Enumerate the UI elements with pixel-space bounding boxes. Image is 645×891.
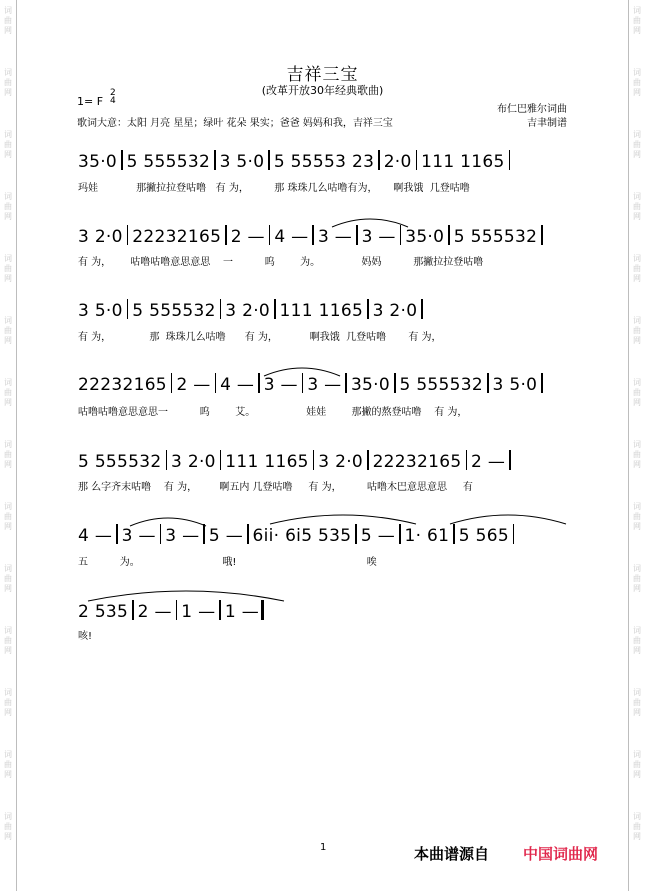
watermark-text: 词 曲 网 bbox=[4, 316, 12, 345]
barline bbox=[225, 225, 227, 245]
barline bbox=[258, 373, 260, 393]
lyrics-meaning: 歌词大意：太阳 月亮 星星；绿叶 花朵 果实；爸爸 妈妈和我，吉祥三宝 bbox=[77, 118, 393, 129]
barline bbox=[220, 299, 222, 319]
watermark-text: 词 曲 网 bbox=[633, 378, 641, 407]
watermark-text: 词 曲 网 bbox=[4, 688, 12, 717]
watermark-text: 词 曲 网 bbox=[633, 502, 641, 531]
notation-row bbox=[78, 450, 568, 476]
measure: 35·0 bbox=[350, 375, 390, 395]
watermark-text: 词 曲 网 bbox=[4, 750, 12, 779]
watermark-text: 词 曲 网 bbox=[4, 130, 12, 159]
watermark-text: 词 曲 网 bbox=[633, 688, 641, 717]
lyrics-row: 咳! bbox=[78, 631, 93, 642]
barline bbox=[399, 524, 401, 544]
measure: 2 — bbox=[230, 227, 265, 247]
lyrics-row: 有 为， 咕噜咕噜意思意思 一 呜 为。 妈妈 那撇拉拉登咕噜 bbox=[78, 257, 484, 268]
watermark-text: 词 曲 网 bbox=[633, 130, 641, 159]
slur-mark bbox=[330, 215, 410, 229]
notation-row-text bbox=[78, 600, 264, 623]
lyrics-row: 五 为。 哦! 唉 bbox=[78, 557, 377, 568]
measure: 3 2·0 bbox=[225, 301, 271, 321]
measure: 3 — bbox=[317, 227, 353, 247]
barline bbox=[121, 150, 123, 170]
site-name-link[interactable]: 中国词曲网 bbox=[523, 845, 599, 863]
measure: 2 — bbox=[176, 375, 211, 395]
barline bbox=[312, 225, 314, 245]
barline bbox=[214, 150, 216, 170]
measure: 2·0 bbox=[383, 152, 412, 172]
watermark-text: 词 曲 网 bbox=[633, 254, 641, 283]
lyrics-row: 有 为， 那 珠珠几么咕噜 有 为， 啊我饿 几登咕噜 有 为， bbox=[78, 332, 442, 343]
notation-row-text bbox=[78, 225, 547, 248]
measure: 6ii· 6i5 535 bbox=[252, 526, 352, 546]
measure: 2 535 bbox=[78, 602, 129, 622]
song-subtitle: (改革开放30年经典歌曲) bbox=[261, 84, 384, 97]
barline bbox=[541, 373, 543, 393]
arranger-credit: 吉聿制谱 bbox=[527, 118, 567, 129]
watermark-text: 词 曲 网 bbox=[633, 68, 641, 97]
lyrics-row: 玛娃 那撇拉拉登咕噜 有 为， 那 珠珠几么咕噜有为， 啊我饿 几登咕噜 bbox=[78, 183, 470, 194]
time-signature-top: 2 bbox=[110, 88, 116, 98]
left-watermark-strip bbox=[0, 0, 17, 891]
barline bbox=[247, 524, 249, 544]
notation-row bbox=[78, 225, 568, 251]
barline bbox=[274, 299, 276, 319]
slur-mark bbox=[448, 510, 568, 526]
slur-mark bbox=[86, 585, 286, 603]
lyrics-row: 那 么字齐末咕噜 有 为， 啊五内 几登咕噜 有 为， 咕噜木巴意思意思 有 bbox=[78, 482, 473, 493]
measure: 1· 61 bbox=[404, 526, 450, 546]
barline bbox=[509, 450, 511, 470]
barline bbox=[421, 299, 423, 319]
measure: 22232165 bbox=[372, 452, 462, 472]
notation-row bbox=[78, 600, 568, 626]
barline bbox=[367, 299, 369, 319]
barline bbox=[513, 524, 515, 544]
measure: 3 5·0 bbox=[219, 152, 265, 172]
watermark-text: 词 曲 网 bbox=[4, 626, 12, 655]
measure: 3 2·0 bbox=[78, 227, 123, 247]
measure: 1 — bbox=[181, 602, 216, 622]
measure: 3 — bbox=[263, 375, 298, 395]
measure: 35·0 bbox=[405, 227, 445, 247]
measure: 35·0 bbox=[78, 152, 118, 172]
measure: 5 565 bbox=[458, 526, 509, 546]
time-signature-bottom: 4 bbox=[110, 96, 116, 106]
measure: 4 — bbox=[274, 227, 309, 247]
measure: 3 2·0 bbox=[318, 452, 364, 472]
watermark-text: 词 曲 网 bbox=[4, 564, 12, 593]
composer-credit: 布仁巴雅尔词曲 bbox=[497, 104, 567, 115]
barline bbox=[416, 150, 418, 170]
watermark-text: 词 曲 网 bbox=[4, 254, 12, 283]
measure: 3 2·0 bbox=[372, 301, 418, 321]
watermark-text: 词 曲 网 bbox=[4, 68, 12, 97]
watermark-text: 词 曲 网 bbox=[633, 316, 641, 345]
source-label: 本曲谱源自 bbox=[414, 845, 490, 863]
measure: 3 5·0 bbox=[78, 301, 123, 321]
barline bbox=[116, 524, 118, 544]
watermark-text: 词 曲 网 bbox=[4, 812, 12, 841]
measure: 4 — bbox=[220, 375, 255, 395]
measure: 3 — bbox=[307, 375, 342, 395]
watermark-text: 词 曲 网 bbox=[633, 750, 641, 779]
measure: 5 — bbox=[360, 526, 396, 546]
barline bbox=[367, 450, 369, 470]
barline bbox=[378, 150, 380, 170]
measure: 5 555532 bbox=[399, 375, 484, 395]
final-barline bbox=[261, 600, 264, 620]
barline bbox=[176, 600, 178, 620]
barline bbox=[269, 225, 271, 245]
measure: 3 — bbox=[121, 526, 156, 546]
measure: 2 — bbox=[137, 602, 172, 622]
watermark-text: 词 曲 网 bbox=[633, 564, 641, 593]
barline bbox=[345, 373, 347, 393]
watermark-text: 词 曲 网 bbox=[4, 6, 12, 35]
watermark-text: 词 曲 网 bbox=[633, 626, 641, 655]
lyrics-row: 咕噜咕噜意思意思一 呜 艾。 娃娃 那撇的熬登咕噜 有 为， bbox=[78, 407, 468, 418]
barline bbox=[394, 373, 396, 393]
barline bbox=[268, 150, 270, 170]
key-signature: 1= F bbox=[77, 95, 104, 108]
measure: 111 1165 bbox=[421, 152, 505, 172]
barline bbox=[313, 450, 315, 470]
measure: 111 1165 bbox=[279, 301, 364, 321]
watermark-text: 词 曲 网 bbox=[4, 378, 12, 407]
barline bbox=[487, 373, 489, 393]
watermark-text: 词 曲 网 bbox=[633, 6, 641, 35]
measure: 22232165 bbox=[132, 227, 222, 247]
watermark-text: 词 曲 网 bbox=[633, 440, 641, 469]
page-number: 1 bbox=[320, 842, 327, 853]
watermark-text: 词 曲 网 bbox=[633, 812, 641, 841]
measure: 5 555532 bbox=[132, 301, 216, 321]
notation-row bbox=[78, 299, 568, 325]
measure: 3 — bbox=[165, 526, 200, 546]
measure: 1 — bbox=[224, 602, 260, 622]
slur-mark bbox=[128, 514, 208, 528]
barline bbox=[541, 225, 543, 245]
measure: 3 — bbox=[361, 227, 396, 247]
measure: 3 2·0 bbox=[171, 452, 216, 472]
barline bbox=[127, 225, 129, 245]
notation-row-text bbox=[78, 450, 515, 473]
watermark-text: 词 曲 网 bbox=[633, 192, 641, 221]
watermark-text: 词 曲 网 bbox=[4, 440, 12, 469]
barline bbox=[448, 225, 450, 245]
watermark-text: 词 曲 网 bbox=[4, 192, 12, 221]
song-title: 吉祥三宝 bbox=[286, 65, 359, 85]
measure: 4 — bbox=[78, 526, 113, 546]
measure: 5 555532 bbox=[126, 152, 211, 172]
slur-mark bbox=[268, 510, 418, 526]
barline bbox=[466, 450, 468, 470]
barline bbox=[453, 524, 455, 544]
barline bbox=[215, 373, 217, 393]
notation-row-text bbox=[78, 299, 427, 322]
barline bbox=[166, 450, 168, 470]
measure: 5 555532 bbox=[453, 227, 538, 247]
slur-mark bbox=[262, 364, 342, 378]
measure: 111 1165 bbox=[225, 452, 309, 472]
measure: 5 55553 23 bbox=[273, 152, 375, 172]
barline bbox=[509, 150, 511, 170]
measure: 22232165 bbox=[78, 375, 167, 395]
barline bbox=[219, 600, 221, 620]
time-signature bbox=[110, 89, 116, 105]
notation-row-text bbox=[78, 150, 514, 173]
barline bbox=[132, 600, 134, 620]
measure: 5 — bbox=[208, 526, 243, 546]
barline bbox=[127, 299, 129, 319]
measure: 3 5·0 bbox=[492, 375, 538, 395]
right-watermark-strip bbox=[628, 0, 645, 891]
watermark-text: 词 曲 网 bbox=[4, 502, 12, 531]
measure: 2 — bbox=[471, 452, 506, 472]
barline bbox=[171, 373, 173, 393]
barline bbox=[220, 450, 222, 470]
measure: 5 555532 bbox=[78, 452, 162, 472]
notation-row bbox=[78, 150, 568, 176]
barline bbox=[355, 524, 357, 544]
